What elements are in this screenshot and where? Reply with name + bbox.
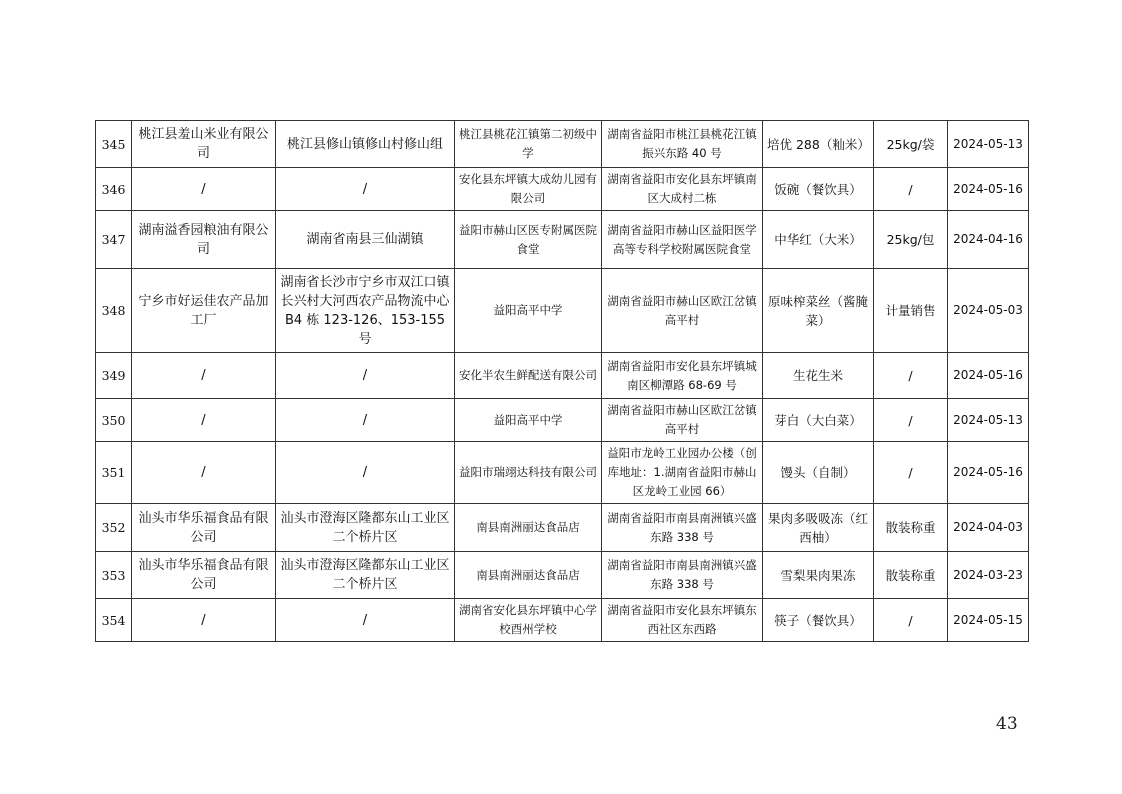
table-row <box>96 552 1029 599</box>
production-date: 2024-05-16 <box>948 353 1029 399</box>
product-spec: 计量销售 <box>874 269 948 353</box>
manufacturer-address: / <box>276 599 455 642</box>
table-body <box>96 121 1029 642</box>
production-date: 2024-04-16 <box>948 211 1029 269</box>
sampled-unit-name: 南县南洲丽达食品店 <box>455 504 602 552</box>
sampled-unit-name: 安化县东坪镇大成幼儿园有限公司 <box>455 168 602 211</box>
sampled-unit-name: 南县南洲丽达食品店 <box>455 552 602 599</box>
manufacturer-name: 汕头市华乐福食品有限公司 <box>132 552 276 599</box>
row-number: 348 <box>96 269 132 353</box>
product-spec: 散装称重 <box>874 552 948 599</box>
table-row <box>96 121 1029 168</box>
product-name: 筷子（餐饮具） <box>763 599 874 642</box>
sampled-unit-address: 湖南省益阳市南县南洲镇兴盛东路 338 号 <box>602 504 763 552</box>
sampled-unit-address: 湖南省益阳市赫山区益阳医学高等专科学校附属医院食堂 <box>602 211 763 269</box>
sampling-results-table <box>95 120 1029 642</box>
sampled-unit-address: 湖南省益阳市安化县东坪镇南区大成村二栋 <box>602 168 763 211</box>
manufacturer-address: 桃江县修山镇修山村修山组 <box>276 121 455 168</box>
manufacturer-name: / <box>132 168 276 211</box>
production-date: 2024-05-03 <box>948 269 1029 353</box>
manufacturer-name: 桃江县羞山米业有限公司 <box>132 121 276 168</box>
manufacturer-name: / <box>132 599 276 642</box>
product-spec: / <box>874 599 948 642</box>
sampled-unit-address: 湖南省益阳市赫山区欧江岔镇高平村 <box>602 399 763 442</box>
sampled-unit-name: 益阳市赫山区医专附属医院食堂 <box>455 211 602 269</box>
product-name: 生花生米 <box>763 353 874 399</box>
table-row <box>96 353 1029 399</box>
sampled-unit-name: 湖南省安化县东坪镇中心学校酉州学校 <box>455 599 602 642</box>
table-row <box>96 442 1029 504</box>
row-number: 354 <box>96 599 132 642</box>
manufacturer-address: 汕头市澄海区隆都东山工业区二个桥片区 <box>276 504 455 552</box>
table-row <box>96 399 1029 442</box>
manufacturer-name: 宁乡市好运佳农产品加工厂 <box>132 269 276 353</box>
product-spec: / <box>874 168 948 211</box>
manufacturer-address: 湖南省长沙市宁乡市双江口镇长兴村大河西农产品物流中心 B4 栋 123-126、153-155 号 <box>276 269 455 353</box>
product-spec: 散装称重 <box>874 504 948 552</box>
row-number: 349 <box>96 353 132 399</box>
product-spec: / <box>874 399 948 442</box>
sampled-unit-address: 湖南省益阳市安化县东坪镇东西社区东西路 <box>602 599 763 642</box>
manufacturer-name: / <box>132 442 276 504</box>
product-name: 雪梨果肉果冻 <box>763 552 874 599</box>
product-name: 饭碗（餐饮具） <box>763 168 874 211</box>
sampled-unit-address: 益阳市龙岭工业园办公楼（创库地址：1.湖南省益阳市赫山区龙岭工业园 66） <box>602 442 763 504</box>
sampled-unit-name: 益阳高平中学 <box>455 399 602 442</box>
production-date: 2024-05-13 <box>948 399 1029 442</box>
sampled-unit-name: 益阳高平中学 <box>455 269 602 353</box>
sampled-unit-address: 湖南省益阳市桃江县桃花江镇振兴东路 40 号 <box>602 121 763 168</box>
table-row <box>96 269 1029 353</box>
product-name: 中华红（大米） <box>763 211 874 269</box>
product-spec: / <box>874 442 948 504</box>
manufacturer-name: / <box>132 353 276 399</box>
production-date: 2024-05-16 <box>948 442 1029 504</box>
production-date: 2024-04-03 <box>948 504 1029 552</box>
manufacturer-address: / <box>276 442 455 504</box>
sampled-unit-name: 益阳市瑞翊达科技有限公司 <box>455 442 602 504</box>
row-number: 351 <box>96 442 132 504</box>
manufacturer-address: 汕头市澄海区隆都东山工业区二个桥片区 <box>276 552 455 599</box>
product-spec: 25kg/包 <box>874 211 948 269</box>
product-name: 果肉多吸吸冻（红西柚） <box>763 504 874 552</box>
product-spec: 25kg/袋 <box>874 121 948 168</box>
row-number: 347 <box>96 211 132 269</box>
production-date: 2024-05-13 <box>948 121 1029 168</box>
product-spec: / <box>874 353 948 399</box>
manufacturer-name: 汕头市华乐福食品有限公司 <box>132 504 276 552</box>
production-date: 2024-03-23 <box>948 552 1029 599</box>
row-number: 350 <box>96 399 132 442</box>
manufacturer-address: / <box>276 168 455 211</box>
manufacturer-address: / <box>276 399 455 442</box>
sampled-unit-address: 湖南省益阳市安化县东坪镇城南区柳潭路 68-69 号 <box>602 353 763 399</box>
product-name: 馒头（自制） <box>763 442 874 504</box>
row-number: 346 <box>96 168 132 211</box>
manufacturer-name: 湖南溢香园粮油有限公司 <box>132 211 276 269</box>
sampled-unit-address: 湖南省益阳市南县南洲镇兴盛东路 338 号 <box>602 552 763 599</box>
row-number: 353 <box>96 552 132 599</box>
manufacturer-address: 湖南省南县三仙湖镇 <box>276 211 455 269</box>
manufacturer-name: / <box>132 399 276 442</box>
table-row <box>96 599 1029 642</box>
row-number: 345 <box>96 121 132 168</box>
sampled-unit-name: 安化半农生鲜配送有限公司 <box>455 353 602 399</box>
sampled-unit-name: 桃江县桃花江镇第二初级中学 <box>455 121 602 168</box>
table-row <box>96 504 1029 552</box>
product-name: 培优 288（籼米） <box>763 121 874 168</box>
table-row <box>96 211 1029 269</box>
production-date: 2024-05-16 <box>948 168 1029 211</box>
production-date: 2024-05-15 <box>948 599 1029 642</box>
table-row <box>96 168 1029 211</box>
sampled-unit-address: 湖南省益阳市赫山区欧江岔镇高平村 <box>602 269 763 353</box>
row-number: 352 <box>96 504 132 552</box>
page-number: 43 <box>996 714 1018 734</box>
product-name: 芽白（大白菜） <box>763 399 874 442</box>
product-name: 原味榨菜丝（酱腌菜） <box>763 269 874 353</box>
manufacturer-address: / <box>276 353 455 399</box>
